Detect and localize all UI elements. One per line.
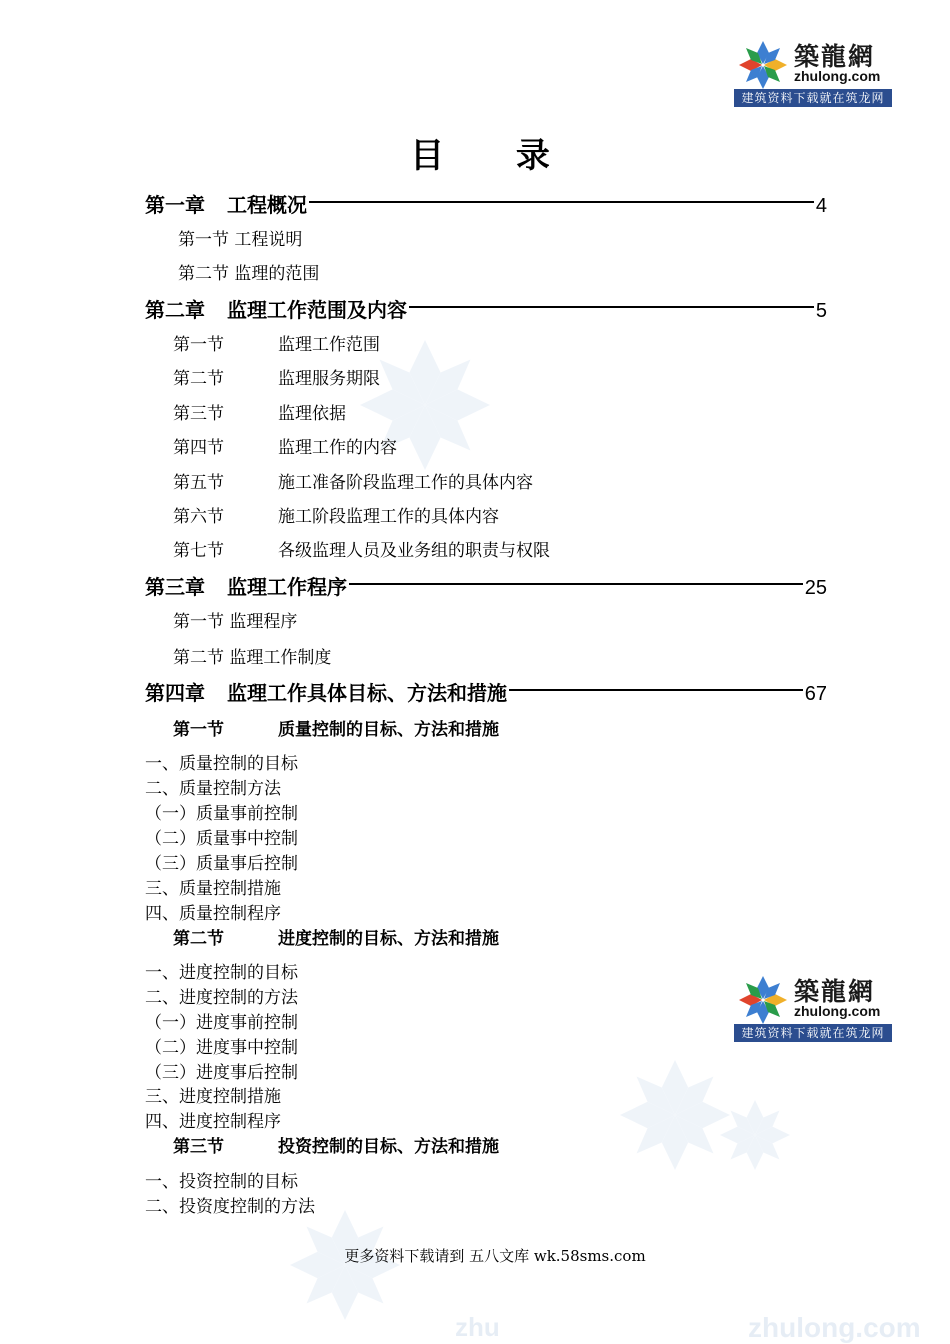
- toc-chapter-4[interactable]: [145, 678, 827, 708]
- toc-chapter-3[interactable]: [145, 572, 827, 602]
- watermark-flake-2: [620, 1060, 730, 1170]
- toc-item[interactable]: 一、质量控制的目标: [145, 754, 298, 774]
- toc-section-bold[interactable]: [173, 1135, 499, 1159]
- logo-domain: zhulong.com: [794, 68, 881, 84]
- chapter-title: 监理工作范围及内容: [227, 298, 407, 322]
- toc-chapter-2[interactable]: [145, 295, 827, 325]
- chapter-number: 第二章: [145, 298, 205, 322]
- section-title: 质量控制的目标、方法和措施: [278, 720, 499, 740]
- footer-download-note: 更多资料下载请到 五八文库 wk.58sms.com: [344, 1247, 646, 1265]
- toc-item[interactable]: （一）进度事前控制: [145, 1013, 298, 1033]
- section-title: 监理依据: [278, 404, 346, 424]
- section-title: 各级监理人员及业务组的职责与权限: [278, 541, 550, 561]
- watermark-flake-3: [720, 1100, 790, 1170]
- toc-item[interactable]: （一）质量事前控制: [145, 804, 298, 824]
- chapter-title: 监理工作具体目标、方法和措施: [227, 681, 507, 705]
- section-number: 第五节: [173, 473, 224, 493]
- section-number: 第二节: [173, 369, 224, 389]
- toc-section[interactable]: [173, 471, 533, 495]
- toc-item[interactable]: 二、质量控制方法: [145, 779, 281, 799]
- toc-section-bold[interactable]: [173, 927, 499, 951]
- toc-item[interactable]: 四、质量控制程序: [145, 904, 281, 924]
- toc-item[interactable]: 三、质量控制措施: [145, 879, 281, 899]
- section-title: 监理工作范围: [278, 335, 380, 355]
- toc-section[interactable]: [173, 333, 380, 357]
- logo-tagline: 建筑资料下载就在筑龙网: [734, 89, 892, 107]
- dotted-leader: [409, 306, 814, 308]
- toc-item[interactable]: 二、投资度控制的方法: [145, 1197, 315, 1217]
- dotted-leader: [509, 689, 803, 691]
- section-title: 投资控制的目标、方法和措施: [278, 1137, 499, 1157]
- chapter-number: 第三章: [145, 575, 205, 599]
- toc-section[interactable]: 第二节 监理的范围: [178, 264, 320, 284]
- toc-item[interactable]: 一、进度控制的目标: [145, 963, 298, 983]
- toc-chapter-1[interactable]: [145, 190, 827, 220]
- toc-section[interactable]: [173, 436, 397, 460]
- section-number: 第一节: [173, 335, 224, 355]
- toc-item[interactable]: 一、投资控制的目标: [145, 1172, 298, 1192]
- zhulong-logo-middle: [734, 969, 892, 1043]
- logo-chinese-name: 築龍網: [794, 977, 876, 1006]
- chapter-page-number: 5: [815, 300, 827, 322]
- logo-chinese-name: 築龍網: [794, 42, 876, 71]
- logo-tagline: 建筑资料下载就在筑龙网: [734, 1024, 892, 1042]
- chapter-title: 监理工作程序: [227, 575, 347, 599]
- toc-item[interactable]: 三、进度控制措施: [145, 1087, 281, 1107]
- section-number: 第四节: [173, 438, 224, 458]
- dotted-leader: [309, 201, 814, 203]
- watermark-text-short: zhu: [455, 1312, 500, 1342]
- section-number: 第七节: [173, 541, 224, 561]
- toc-item[interactable]: （二）进度事中控制: [145, 1038, 298, 1058]
- toc-item[interactable]: （三）质量事后控制: [145, 854, 298, 874]
- chapter-page-number: 67: [804, 683, 827, 705]
- dotted-leader: [349, 583, 803, 585]
- toc-item[interactable]: 四、进度控制程序: [145, 1112, 281, 1132]
- toc-section[interactable]: [173, 505, 499, 529]
- snowflake-logo-icon: [736, 975, 790, 1025]
- toc-section[interactable]: 第二节 监理工作制度: [173, 648, 332, 668]
- toc-section[interactable]: 第一节 监理程序: [173, 612, 298, 632]
- section-number: 第二节: [173, 929, 224, 949]
- chapter-page-number: 4: [815, 195, 827, 217]
- section-number: 第六节: [173, 507, 224, 527]
- toc-section[interactable]: 第一节 工程说明: [178, 230, 303, 250]
- toc-item[interactable]: 二、进度控制的方法: [145, 988, 298, 1008]
- toc-section[interactable]: [173, 539, 550, 563]
- toc-item[interactable]: （三）进度事后控制: [145, 1063, 298, 1083]
- section-title: 施工准备阶段监理工作的具体内容: [278, 473, 533, 493]
- section-number: 第一节: [173, 720, 224, 740]
- zhulong-logo-top: [734, 34, 892, 108]
- toc-section-bold[interactable]: [173, 718, 499, 742]
- chapter-title: 工程概况: [227, 193, 307, 217]
- watermark-text: zhulong.com: [748, 1312, 921, 1343]
- snowflake-logo-icon: [736, 40, 790, 90]
- logo-domain: zhulong.com: [794, 1003, 881, 1019]
- toc-section[interactable]: [173, 367, 380, 391]
- section-title: 施工阶段监理工作的具体内容: [278, 507, 499, 527]
- toc-section[interactable]: [173, 402, 346, 426]
- chapter-number: 第四章: [145, 681, 205, 705]
- toc-item[interactable]: （二）质量事中控制: [145, 829, 298, 849]
- page-title: 目 录: [410, 136, 580, 176]
- chapter-page-number: 25: [804, 577, 827, 599]
- section-title: 进度控制的目标、方法和措施: [278, 929, 499, 949]
- chapter-number: 第一章: [145, 193, 205, 217]
- section-title: 监理工作的内容: [278, 438, 397, 458]
- section-number: 第三节: [173, 1137, 224, 1157]
- section-title: 监理服务期限: [278, 369, 380, 389]
- section-number: 第三节: [173, 404, 224, 424]
